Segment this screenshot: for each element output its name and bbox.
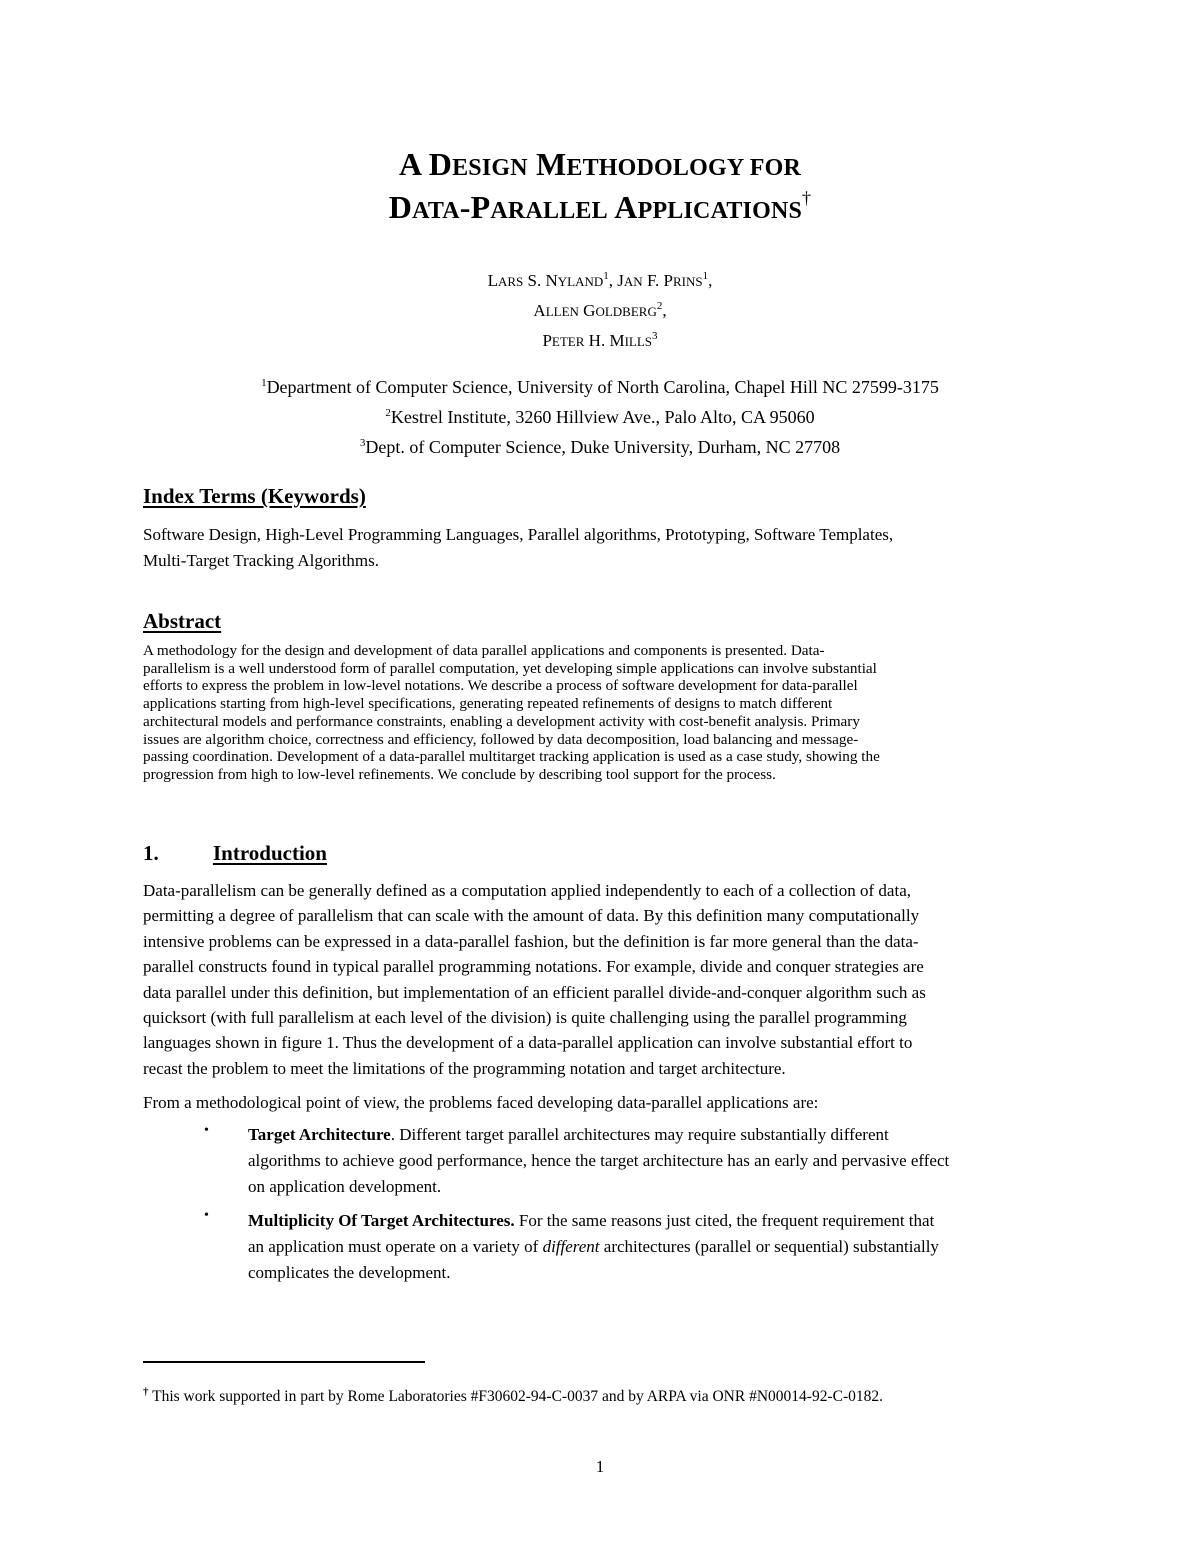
introduction-paragraph-2: From a methodological point of view, the problems faced developing data-parallel applications are: bbox=[143, 1093, 819, 1112]
abstract-line: parallelism is a well understood form of parallel computation, yet developing simple applications can involve substantial bbox=[143, 659, 877, 677]
keywords-text bbox=[143, 522, 1063, 574]
intro-line: data parallel under this definition, but implementation of an efficient parallel divide-and-conquer algorithm such as bbox=[143, 982, 926, 1002]
keywords-line: Software Design, High-Level Programming Languages, Parallel algorithms, Prototyping, Software Templates, bbox=[143, 525, 894, 544]
section-title: Introduction bbox=[213, 841, 327, 865]
bullet-lead: Multiplicity Of Target Architectures. bbox=[248, 1211, 515, 1230]
bullet-item-multiplicity: Multiplicity Of Target Architectures. For the same reasons just cited, the frequent requirement that an application must operate on a variety of different architectures (parallel or sequential) substantially complicates the development. bbox=[248, 1211, 939, 1282]
abstract-line: A methodology for the design and development of data parallel applications and components is presented. Data- bbox=[143, 642, 825, 659]
author-line-1: LARS S. NYLAND$^1$, JAN F. PRINS$^1$, bbox=[487, 270, 713, 290]
bullet-item-target-architecture: Target Architecture. Different target parallel architectures may require substantially different algorithms to achieve good performance, hence the target architecture has an early and pervasive effect on application development. bbox=[248, 1125, 950, 1196]
author-line-3: PETER H. MILLS$^3$ bbox=[542, 330, 658, 350]
abstract-line: applications starting from high-level specifications, generating repeated refinements of designs to match different bbox=[143, 695, 833, 713]
author-line-2: ALLEN GOLDBERG$^2$, bbox=[533, 300, 667, 320]
intro-line: quicksort (with full parallelism at each level of the division) is quite challenging using the parallel programming bbox=[143, 1008, 907, 1028]
introduction-heading bbox=[143, 841, 327, 866]
affiliation-3: $^3$Dept. of Computer Science, Duke University, Durham, NC 27708 bbox=[359, 437, 841, 457]
paper-title-line-1: A DESIGN METHODOLOGY FOR bbox=[399, 146, 801, 182]
index-terms-heading: Index Terms (Keywords) bbox=[143, 484, 366, 508]
keywords-line: Multi-Target Tracking Algorithms. bbox=[143, 551, 380, 570]
affiliation-2: $^2$Kestrel Institute, 3260 Hillview Ave., Palo Alto, CA 95060 bbox=[385, 407, 815, 427]
abstract-line: efforts to express the problem in low-level notations. We describe a process of software development for data-parallel bbox=[143, 677, 858, 695]
author-list bbox=[0, 264, 1200, 354]
paper-title-line-2: DATA-PARALLEL APPLICATIONS† bbox=[388, 188, 812, 225]
introduction-paragraph-1 bbox=[143, 878, 1063, 1081]
affiliation-list bbox=[0, 370, 1200, 460]
bullet-symbol: • bbox=[204, 1208, 209, 1223]
bullet-lead: Target Architecture bbox=[248, 1125, 391, 1144]
emphasis-different: different bbox=[542, 1237, 600, 1256]
intro-line: Data-parallelism can be generally defined as a computation applied independently to each of a collection of data, bbox=[143, 881, 911, 900]
intro-line: parallel constructs found in typical parallel programming notations. For example, divide and conquer strategies are bbox=[143, 957, 924, 977]
section-number: 1. bbox=[143, 841, 159, 865]
intro-line: languages shown in figure 1. Thus the development of a data-parallel application can involve substantial effort to bbox=[143, 1033, 913, 1053]
affiliation-1: $^1$Department of Computer Science, University of North Carolina, Chapel Hill NC 27599-3175 bbox=[261, 377, 939, 397]
page-number: 1 bbox=[595, 1457, 605, 1476]
abstract-line: progression from high to low-level refinements. We conclude by describing tool support for the process. bbox=[143, 765, 776, 783]
abstract-line: architectural models and performance constraints, enabling a development activity with cost-benefit analysis. Primary bbox=[143, 712, 860, 730]
bullet-symbol: • bbox=[204, 1123, 209, 1138]
footnote-mark: † bbox=[143, 1386, 149, 1398]
abstract-line: issues are algorithm choice, correctness and efficiency, followed by data decomposition, load balancing and message- bbox=[143, 730, 859, 748]
abstract-line: passing coordination. Development of a data-parallel multitarget tracking application is used as a case study, showing the bbox=[143, 748, 880, 766]
footnote-separator bbox=[143, 1361, 425, 1363]
intro-line: intensive problems can be expressed in a data-parallel fashion, but the definition is far more general than the data- bbox=[143, 931, 919, 951]
abstract-heading: Abstract bbox=[143, 609, 222, 633]
footnote: † This work supported in part by Rome Laboratories #F30602-94-C-0037 and by ARPA via ONR #N00014-92-C-0182. bbox=[143, 1386, 883, 1405]
intro-line: recast the problem to meet the limitations of the programming notation and target architecture. bbox=[143, 1058, 786, 1078]
title-dagger-mark: † bbox=[802, 188, 812, 208]
intro-line: permitting a degree of parallelism that can scale with the amount of data. By this definition many computationally bbox=[143, 906, 920, 926]
abstract-text bbox=[143, 642, 1063, 784]
